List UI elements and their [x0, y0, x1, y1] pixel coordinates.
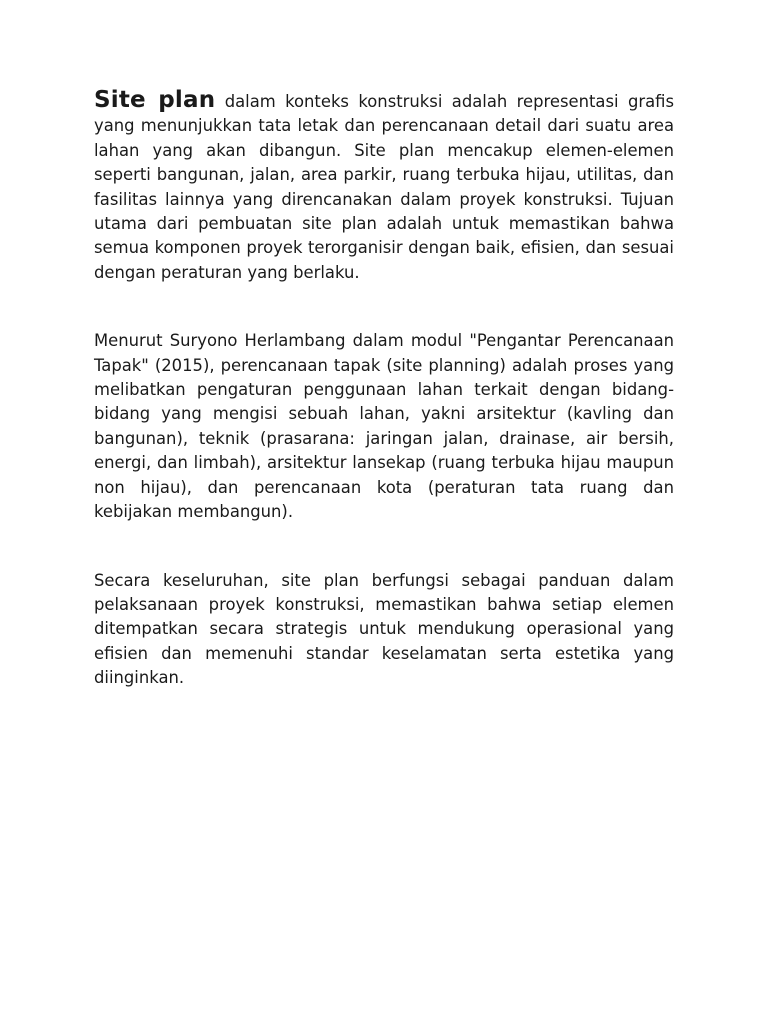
document-page — [94, 88, 674, 691]
paragraph-definition — [94, 88, 674, 285]
paragraph-text: dalam konteks konstruksi adalah representasi grafis yang menunjukkan tata letak dan perencanaan detail dari suatu area lahan yang akan dibangun. Site plan mencakup elemen-elemen seperti bangunan, jalan, area parkir, ruang terbuka hijau, utilitas, dan fasilitas lainnya yang direncanakan dalam proyek konstruksi. Tujuan utama dari pembuatan site plan adalah untuk memastikan bahwa semua komponen proyek terorganisir dengan baik, efisien, dan sesuai dengan peraturan yang berlaku. — [94, 92, 675, 282]
paragraph-citation: Menurut Suryono Herlambang dalam modul "Pengantar Perencanaan Tapak" (2015), perencanaan tapak (site planning) adalah proses yang melibatkan pengaturan penggunaan lahan terkait dengan bidang-bidang yang mengisi sebuah lahan, yakni arsitektur (kavling dan bangunan), teknik (prasarana: jaringan jalan, drainase, air bersih, energi, dan limbah), arsitektur lansekap (ruang terbuka hijau maupun non hijau), dan perencanaan kota (peraturan tata ruang dan kebijakan membangun). — [94, 331, 674, 522]
paragraph-conclusion: Secara keseluruhan, site plan berfungsi sebagai panduan dalam pelaksanaan proyek konstruksi, memastikan bahwa setiap elemen ditempatkan secara strategis untuk mendukung operasional yang efisien dan memenuhi standar keselamatan serta estetika yang diinginkan. — [94, 570, 674, 688]
lead-term: Site plan — [94, 87, 216, 113]
